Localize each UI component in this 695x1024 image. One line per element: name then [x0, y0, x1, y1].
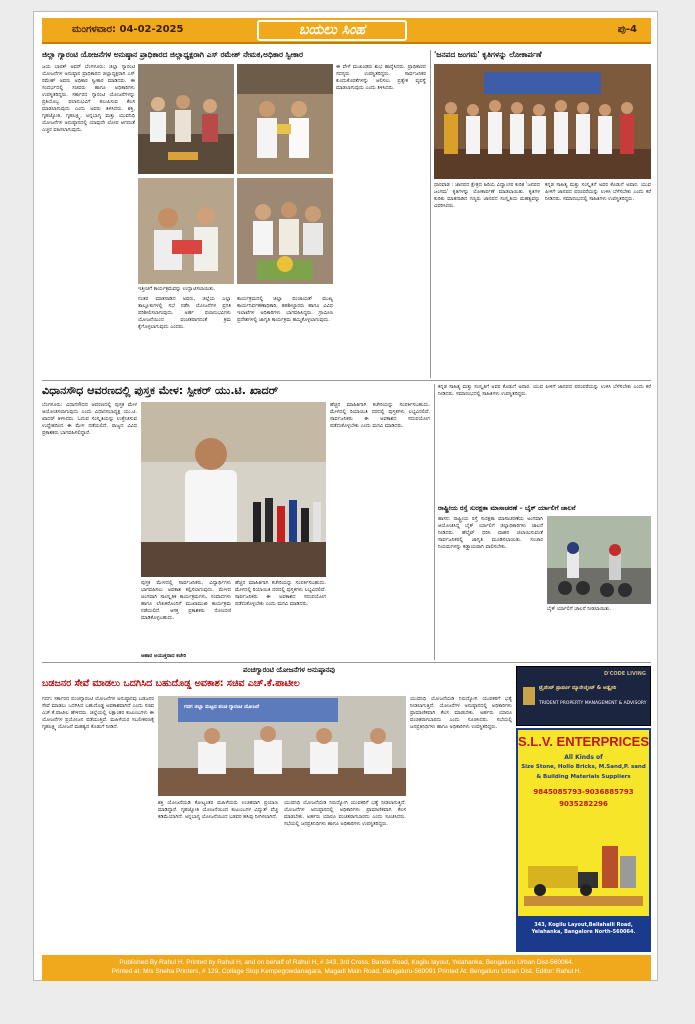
- ad-brand: D'CODE LIVING: [604, 671, 646, 677]
- story1-photo-1: [138, 64, 234, 174]
- story5-headline: ಬಡಜನರ ಸೇವೆ ಮಾಡಲು ಒದಗಿಸಿದ ಬಹುದೊಡ್ಡ ಅವಕಾಶ: ಸಚಿವ ಎಚ್.ಕೆ.ಪಾಟೀಲ: [42, 678, 300, 689]
- story3-photo: [141, 402, 326, 577]
- ad-slv-enterprices[interactable]: [516, 728, 651, 952]
- page-number: ಪು-4: [617, 24, 637, 35]
- story4-col1: ಹಾಸನ: ರಾಷ್ಟ್ರೀಯ ರಸ್ತೆ ಸುರಕ್ಷತಾ ಮಾಸಾಚರಣೆಯ ಅಂಗವಾಗಿ ಆಯೋಜಿಸಿದ್ದ ಬೈಕ್ ರ್ಯಾಲಿಗೆ ಜಿಲ್ಲಾಧಿಕಾರಿಗಳು ಚಾಲನೆ ನೀಡಿದರು. ಹೆಲ್ಮೆಟ್ ಧರಿಸಿ ವಾಹನ ಚಲಾಯಿಸುವಂತೆ ಸಾರ್ವಜನಿಕರಲ್ಲಿ ಜಾಗೃತಿ ಮೂಡಿಸಲಾಯಿತು. ಸಂಚಾರ ನಿಯಮಗಳನ್ನು ಕಡ್ಡಾಯವಾಗಿ ಪಾಲಿಸಬೇಕು.: [438, 516, 543, 550]
- imprint-line-2: Printed at: M/s Sneha Printers, # 129, Collage Stop Kempegowdanagara, Magadi Main Road, Bengaluru-560091 Printed At: Bengaluru Urban Dist. Editor: Rahul H.: [111, 968, 582, 975]
- story4-photo: [547, 516, 651, 604]
- story3-col4: ಹೆಚ್ಚಿನ ಮಾಹಿತಿಗಾಗಿ ಕಚೇರಿಯನ್ನು ಸಂಪರ್ಕಿಸಬಹುದು. ಮೇಳದಲ್ಲಿ ರಿಯಾಯಿತಿ ದರದಲ್ಲಿ ಪುಸ್ತಕಗಳು ಲಭ್ಯವಿರಲಿವೆ. ಸಾರ್ವಜನಿಕರು ಈ ಅವಕಾಶದ ಸದುಪಯೋಗ ಪಡೆದುಕೊಳ್ಳಬೇಕು ಎಂದು ಮನವಿ ಮಾಡಿದರು.: [330, 402, 430, 429]
- ad-trident[interactable]: [516, 666, 651, 726]
- story4-caption: ಬೈಕ್ ರ್ಯಾಲಿಗೆ ಚಾಲನೆ ನೀಡಲಾಯಿತು.: [547, 606, 611, 612]
- story1-lead: ಜಯ ಭಾರತ್ ಅವರ್ ಬೆಂಗಳೂರು: ಜಿಲ್ಲಾ ಗ್ಯಾರಂಟಿ ಯೋಜನೆಗಳ ಅನುಷ್ಠಾನ ಪ್ರಾಧಿಕಾರದ ಜಿಲ್ಲಾಧ್ಯಕ್ಷರಾಗಿ ಎಸ್ ರಮೇಶ್ ಅವರು ಅಧಿಕಾರ ಸ್ವೀಕಾರ ಮಾಡಿದರು. ಈ ಸಂದರ್ಭದಲ್ಲಿ ಸಚಿವರು ಹಾಗೂ ಅಧಿಕಾರಿಗಳು ಉಪಸ್ಥಿತರಿದ್ದರು. ಸರ್ಕಾರದ ಗ್ಯಾರಂಟಿ ಯೋಜನೆಗಳನ್ನು ಪ್ರತಿಯೊಬ್ಬ ಫಲಾನುಭವಿಗೆ ತಲುಪಿಸುವ ಕೆಲಸ ಮಾಡಲಾಗುವುದು ಎಂದು ಅವರು ತಿಳಿಸಿದರು. ಶಕ್ತಿ, ಗೃಹಜ್ಯೋತಿ, ಗೃಹಲಕ್ಷ್ಮಿ, ಅನ್ನಭಾಗ್ಯ ಮತ್ತು ಯುವನಿಧಿ ಯೋಜನೆಗಳ ಅನುಷ್ಠಾನದಲ್ಲಿ ಯಾವುದೇ ಲೋಪ ಆಗದಂತೆ ಎಚ್ಚರ ವಹಿಸಲಾಗುವುದು.: [42, 64, 135, 133]
- story1-caption: ಇತ್ತೀಚಿಗೆ ಕಾರ್ಯಕ್ರಮವನ್ನು ಉದ್ಘಾಟಿಸಲಾಯಿತು.: [138, 286, 216, 292]
- story3-col3: ಹೆಚ್ಚಿನ ಮಾಹಿತಿಗಾಗಿ ಕಚೇರಿಯನ್ನು ಸಂಪರ್ಕಿಸಬಹುದು. ಮೇಳದಲ್ಲಿ ರಿಯಾಯಿತಿ ದರದಲ್ಲಿ ಪುಸ್ತಕಗಳು ಲಭ್ಯವಿರಲಿವೆ. ಸಾರ್ವಜನಿಕರು ಈ ಅವಕಾಶದ ಸದುಪಯೋಗ ಪಡೆದುಕೊಳ್ಳಬೇಕು ಎಂದು ಮನವಿ ಮಾಡಿದರು.: [235, 580, 326, 607]
- story4-headline: ರಾಷ್ಟ್ರೀಯ ರಸ್ತೆ ಸುರಕ್ಷತಾ ಮಾಸಾಚರಣೆ – ಬೈಕ್ ರ್ಯಾಲಿಗೆ ಚಾಲನೆ: [438, 504, 576, 512]
- story2-photo: [434, 64, 651, 179]
- ad-logo-icon: [523, 687, 535, 705]
- story2-continued: ಕನ್ನಡ ಸಾಹಿತ್ಯ ಮತ್ತು ಸಂಸ್ಕೃತಿಗೆ ಅವರ ಕೊಡುಗೆ ಅಪಾರ. ಯುವ ಪೀಳಿಗೆ ಜಾನಪದ ಪರಂಪರೆಯನ್ನು ಉಳಿಸಿ ಬೆಳೆಸಬೇಕು ಎಂದು ಕರೆ ನೀಡಿದರು. ಸಮಾರಂಭದಲ್ಲಿ ಸಾಹಿತಿಗಳು ಉಪಸ್ಥಿತರಿದ್ದರು.: [438, 384, 651, 397]
- ad2-title: S.L.V. ENTERPRICES: [518, 734, 649, 749]
- story2-col1: ಧಾರವಾಡ : ಜಾನಪದ ಕ್ಷೇತ್ರದ ಹಿರಿಯ ವಿದ್ವಾಂಸರ ಕುರಿತ 'ಜನಪದ ಜಂಗಮ' ಕೃತಿಗಳನ್ನು ಲೋಕಾರ್ಪಣೆ ಮಾಡಲಾಯಿತು. ಕೃತಿಗಳ ಕುರಿತು ಮಾತನಾಡಿದ ಗಣ್ಯರು ಜಾನಪದ ಸಂಸ್ಕೃತಿಯ ಮಹತ್ವವನ್ನು ವಿವರಿಸಿದರು.: [434, 182, 540, 209]
- story1-col2: ನಂತರ ಮಾತನಾಡಿದ ಅವರು, ಜಿಲ್ಲೆಯ ಎಲ್ಲಾ ತಾಲ್ಲೂಕುಗಳಲ್ಲಿ ಸಭೆ ನಡೆಸಿ ಯೋಜನೆಗಳ ಪ್ರಗತಿ ಪರಿಶೀಲಿಸಲಾಗುವುದು. ಅರ್ಹ ಫಲಾನುಭವಿಗಳು ಯೋಜನೆಯಿಂದ ವಂಚಿತರಾಗದಂತೆ ಕ್ರಮ ಕೈಗೊಳ್ಳಲಾಗುವುದು ಎಂದರು.: [138, 296, 231, 330]
- story3-col1: ಬೆಂಗಳೂರು: ವಿಧಾನಸೌಧದ ಆವರಣದಲ್ಲಿ ಪುಸ್ತಕ ಮೇಳ ಆಯೋಜಿಸಲಾಗುವುದು ಎಂದು ವಿಧಾನಸಭಾಧ್ಯಕ್ಷ ಯು.ಟಿ. ಖಾದರ್ ತಿಳಿಸಿದರು. ಓದುವ ಸಂಸ್ಕೃತಿಯನ್ನು ಉತ್ತೇಜಿಸುವ ಉದ್ದೇಶದಿಂದ ಈ ಮೇಳ ನಡೆಯಲಿದೆ. ರಾಜ್ಯದ ವಿವಿಧ ಪ್ರಕಾಶಕರು ಭಾಗವಹಿಸಲಿದ್ದಾರೆ.: [42, 402, 137, 436]
- story1-photo-4: [237, 178, 333, 284]
- section-divider: [42, 380, 651, 381]
- newspaper-page: [33, 11, 658, 981]
- ad2-phone2: 9035282296: [559, 800, 608, 808]
- story2-headline: 'ಜನಪದ ಜಂಗಮ' ಕೃತಿಗಳನ್ನು ಲೋಕಾರ್ಪಣೆ: [434, 50, 542, 59]
- newspaper-title: ಬಯಲು ಸಿಂಹ: [257, 20, 407, 41]
- ad2-truck-illustration: [524, 826, 643, 906]
- story3-byline: ಆಹಾರ ಆಯುಕ್ತರಾದ ಕಚೇರಿ: [141, 653, 187, 659]
- story1-col4: ಈ ವೇಳೆ ಮುಖಂಡರು ಶುಭ ಹಾರೈಸಿದರು. ಪ್ರಾಧಿಕಾರದ ಸದಸ್ಯರು ಉಪಸ್ಥಿತರಿದ್ದರು. ಸಾರ್ವಜನಿಕರ ಕುಂದುಕೊರತೆಗಳನ್ನು ಆಲಿಸಲು ಪ್ರತ್ಯೇಕ ವ್ಯವಸ್ಥೆ ಮಾಡಲಾಗುವುದು ಎಂದು ತಿಳಿಸಿದರು.: [336, 64, 426, 91]
- section-divider: [42, 662, 651, 663]
- ad2-line3: & Building Materials Suppliers: [536, 774, 631, 780]
- story5-col4: ಯುವನಿಧಿ ಯೋಜನೆಯಡಿ ನಿರುದ್ಯೋಗಿ ಯುವಕರಿಗೆ ಭತ್ಯೆ ನೀಡಲಾಗುತ್ತಿದೆ. ಯೋಜನೆಗಳ ಅನುಷ್ಠಾನದಲ್ಲಿ ಅಧಿಕಾರಿಗಳು ಪ್ರಾಮಾಣಿಕವಾಗಿ ಕೆಲಸ ಮಾಡಬೇಕು. ಅರ್ಹರು ಯಾರೂ ವಂಚಿತರಾಗಬಾರದು ಎಂದು ಸೂಚಿಸಿದರು. ಸಭೆಯಲ್ಲಿ ಜನಪ್ರತಿನಿಧಿಗಳು ಹಾಗೂ ಅಧಿಕಾರಿಗಳು ಉಪಸ್ಥಿತರಿದ್ದರು.: [410, 696, 512, 730]
- story3-col2: ಪುಸ್ತಕ ಮೇಳದಲ್ಲಿ ಸಾರ್ವಜನಿಕರು, ವಿದ್ಯಾರ್ಥಿಗಳು ಭಾಗವಹಿಸಲು ಅವಕಾಶ ಕಲ್ಪಿಸಲಾಗುವುದು. ಮೇಳದ ಅಂಗವಾಗಿ ಸಾಂಸ್ಕೃತಿಕ ಕಾರ್ಯಕ್ರಮಗಳು, ಸಂವಾದಗಳು ಹಾಗೂ ಲೇಖಕರೊಂದಿಗೆ ಮುಖಾಮುಖಿ ಕಾರ್ಯಕ್ರಮ ನಡೆಯಲಿದೆ. ಆಸಕ್ತ ಪ್ರಕಾಶಕರು ನೋಂದಣಿ ಮಾಡಿಕೊಳ್ಳಬಹುದು.: [141, 580, 231, 621]
- story1-photo-3: [138, 178, 234, 284]
- ad2-line2: Size Stone, Hollo Bricks, M.Sand,P. sand: [521, 764, 646, 770]
- column-divider: [430, 50, 431, 378]
- story5-col2: ಶಕ್ತಿ ಯೋಜನೆಯಡಿ ಕೋಟ್ಯಂತರ ಮಹಿಳೆಯರು ಉಚಿತವಾಗಿ ಪ್ರಯಾಣ ಮಾಡಿದ್ದಾರೆ. ಗೃಹಜ್ಯೋತಿ ಯೋಜನೆಯಿಂದ ಕುಟುಂಬಗಳ ವಿದ್ಯುತ್ ವೆಚ್ಚ ಕಡಿಮೆಯಾಗಿದೆ. ಅನ್ನಭಾಗ್ಯ ಯೋಜನೆಯಿಂದ ಬಡವರ ಹಸಿವು ನೀಗಿಸಲಾಗಿದೆ.: [158, 800, 278, 820]
- story1-col3: ಕಾರ್ಯಕ್ರಮದಲ್ಲಿ ಜಿಲ್ಲಾ ಪಂಚಾಯತ್ ಮುಖ್ಯ ಕಾರ್ಯನಿರ್ವಹಣಾಧಿಕಾರಿ, ತಹಶೀಲ್ದಾರರು ಹಾಗೂ ವಿವಿಧ ಇಲಾಖೆಗಳ ಅಧಿಕಾರಿಗಳು ಭಾಗವಹಿಸಿದ್ದರು. ಗ್ರಾಮೀಣ ಪ್ರದೇಶಗಳಲ್ಲಿ ಜಾಗೃತಿ ಕಾರ್ಯಕ್ರಮ ಹಮ್ಮಿಕೊಳ್ಳಲಾಗುವುದು.: [237, 296, 333, 323]
- story2-col2: ಕನ್ನಡ ಸಾಹಿತ್ಯ ಮತ್ತು ಸಂಸ್ಕೃತಿಗೆ ಅವರ ಕೊಡುಗೆ ಅಪಾರ. ಯುವ ಪೀಳಿಗೆ ಜಾನಪದ ಪರಂಪರೆಯನ್ನು ಉಳಿಸಿ ಬೆಳೆಸಬೇಕು ಎಂದು ಕರೆ ನೀಡಿದರು. ಸಮಾರಂಭದಲ್ಲಿ ಸಾಹಿತಿಗಳು ಉಪಸ್ಥಿತರಿದ್ದರು.: [545, 182, 651, 202]
- column-divider: [434, 384, 435, 660]
- story5-banner: ಗದಗ ಜಿಲ್ಲಾ ಮಟ್ಟದ ಪಂಚ ಗ್ಯಾರಂಟಿ ಯೋಜನೆ: [184, 704, 260, 710]
- issue-date: ಮಂಗಳವಾರ: 04-02-2025: [72, 24, 184, 35]
- ad-kannada: ಟ್ರೈಡೆಂಟ್ ಪ್ರಾಪರ್ಟಿ ಮ್ಯಾನೇಜ್ಮೆಂಟ್ & ಅಡ್ವೈಸರಿ: [539, 685, 617, 691]
- imprint-footer: [42, 955, 651, 981]
- masthead: [42, 18, 651, 44]
- ad-name: TRIDENT PROPERTY MANAGEMENT & ADVISORY: [539, 701, 647, 706]
- imprint-line-1: Published By Rahul H. Printed by Rahul H, and on behalf of Rahul H, # 343, 3rd Cross, Bande Road, Kogilu layout, Yelahanka, Bengaluru Urban Dist-560064.: [119, 959, 574, 966]
- story5-col3: ಯುವನಿಧಿ ಯೋಜನೆಯಡಿ ನಿರುದ್ಯೋಗಿ ಯುವಕರಿಗೆ ಭತ್ಯೆ ನೀಡಲಾಗುತ್ತಿದೆ. ಯೋಜನೆಗಳ ಅನುಷ್ಠಾನದಲ್ಲಿ ಅಧಿಕಾರಿಗಳು ಪ್ರಾಮಾಣಿಕವಾಗಿ ಕೆಲಸ ಮಾಡಬೇಕು. ಅರ್ಹರು ಯಾರೂ ವಂಚಿತರಾಗಬಾರದು ಎಂದು ಸೂಚಿಸಿದರು. ಸಭೆಯಲ್ಲಿ ಜನಪ್ರತಿನಿಧಿಗಳು ಹಾಗೂ ಅಧಿಕಾರಿಗಳು ಉಪಸ್ಥಿತರಿದ್ದರು.: [284, 800, 406, 827]
- ad2-phone1: 9845085793-9036885793: [533, 788, 634, 796]
- story1-photo-2: [237, 64, 333, 174]
- story3-headline: ವಿಧಾನಸೌಧ ಆವರಣದಲ್ಲಿ ಪುಸ್ತಕ ಮೇಳ: ಸ್ಪೀಕರ್ ಯು.ಟಿ. ಖಾದರ್: [42, 384, 279, 397]
- story5-kicker: ಪಂಚಗ್ಯಾರಂಟಿ ಯೋಜನೆಗಳ ಅನುಷ್ಠಾನವು: [243, 666, 335, 674]
- story1-headline: ಜಿಲ್ಲಾ ಗ್ಯಾರಂಟಿ ಯೋಜನೆಗಳ ಅನುಷ್ಠಾನ ಪ್ರಾಧಿಕಾರದ ಜಿಲ್ಲಾಧ್ಯಕ್ಷರಾಗಿ ಎಸ್ ರಮೇಶ್ ನೇಮಕ,ಅಧಿಕಾರ ಸ್ವೀಕಾರ: [42, 50, 304, 59]
- ad2-line1: All Kinds of: [564, 754, 603, 761]
- story5-col1: ಗದಗ: ಸರ್ಕಾರದ ಪಂಚಗ್ಯಾರಂಟಿ ಯೋಜನೆಗಳ ಅನುಷ್ಠಾನವು ಬಡಜನರ ಸೇವೆ ಮಾಡಲು ಒದಗಿಸಿದ ಬಹುದೊಡ್ಡ ಅವಕಾಶವಾಗಿದೆ ಎಂದು ಸಚಿವ ಎಚ್.ಕೆ.ಪಾಟೀಲ ಹೇಳಿದರು. ಜಿಲ್ಲೆಯಲ್ಲಿ ಲಕ್ಷಾಂತರ ಕುಟುಂಬಗಳು ಈ ಯೋಜನೆಗಳ ಪ್ರಯೋಜನ ಪಡೆಯುತ್ತಿವೆ. ಮಹಿಳೆಯರ ಸಬಲೀಕರಣಕ್ಕೆ ಗೃಹಲಕ್ಷ್ಮಿ ಯೋಜನೆ ಮಹತ್ವದ ಕೊಡುಗೆ ನೀಡಿದೆ.: [42, 696, 154, 730]
- ad2-address: 343, Kogilu Layout,Bellahalli Road, Yelahanka, Bangalore North-560064.: [518, 916, 649, 950]
